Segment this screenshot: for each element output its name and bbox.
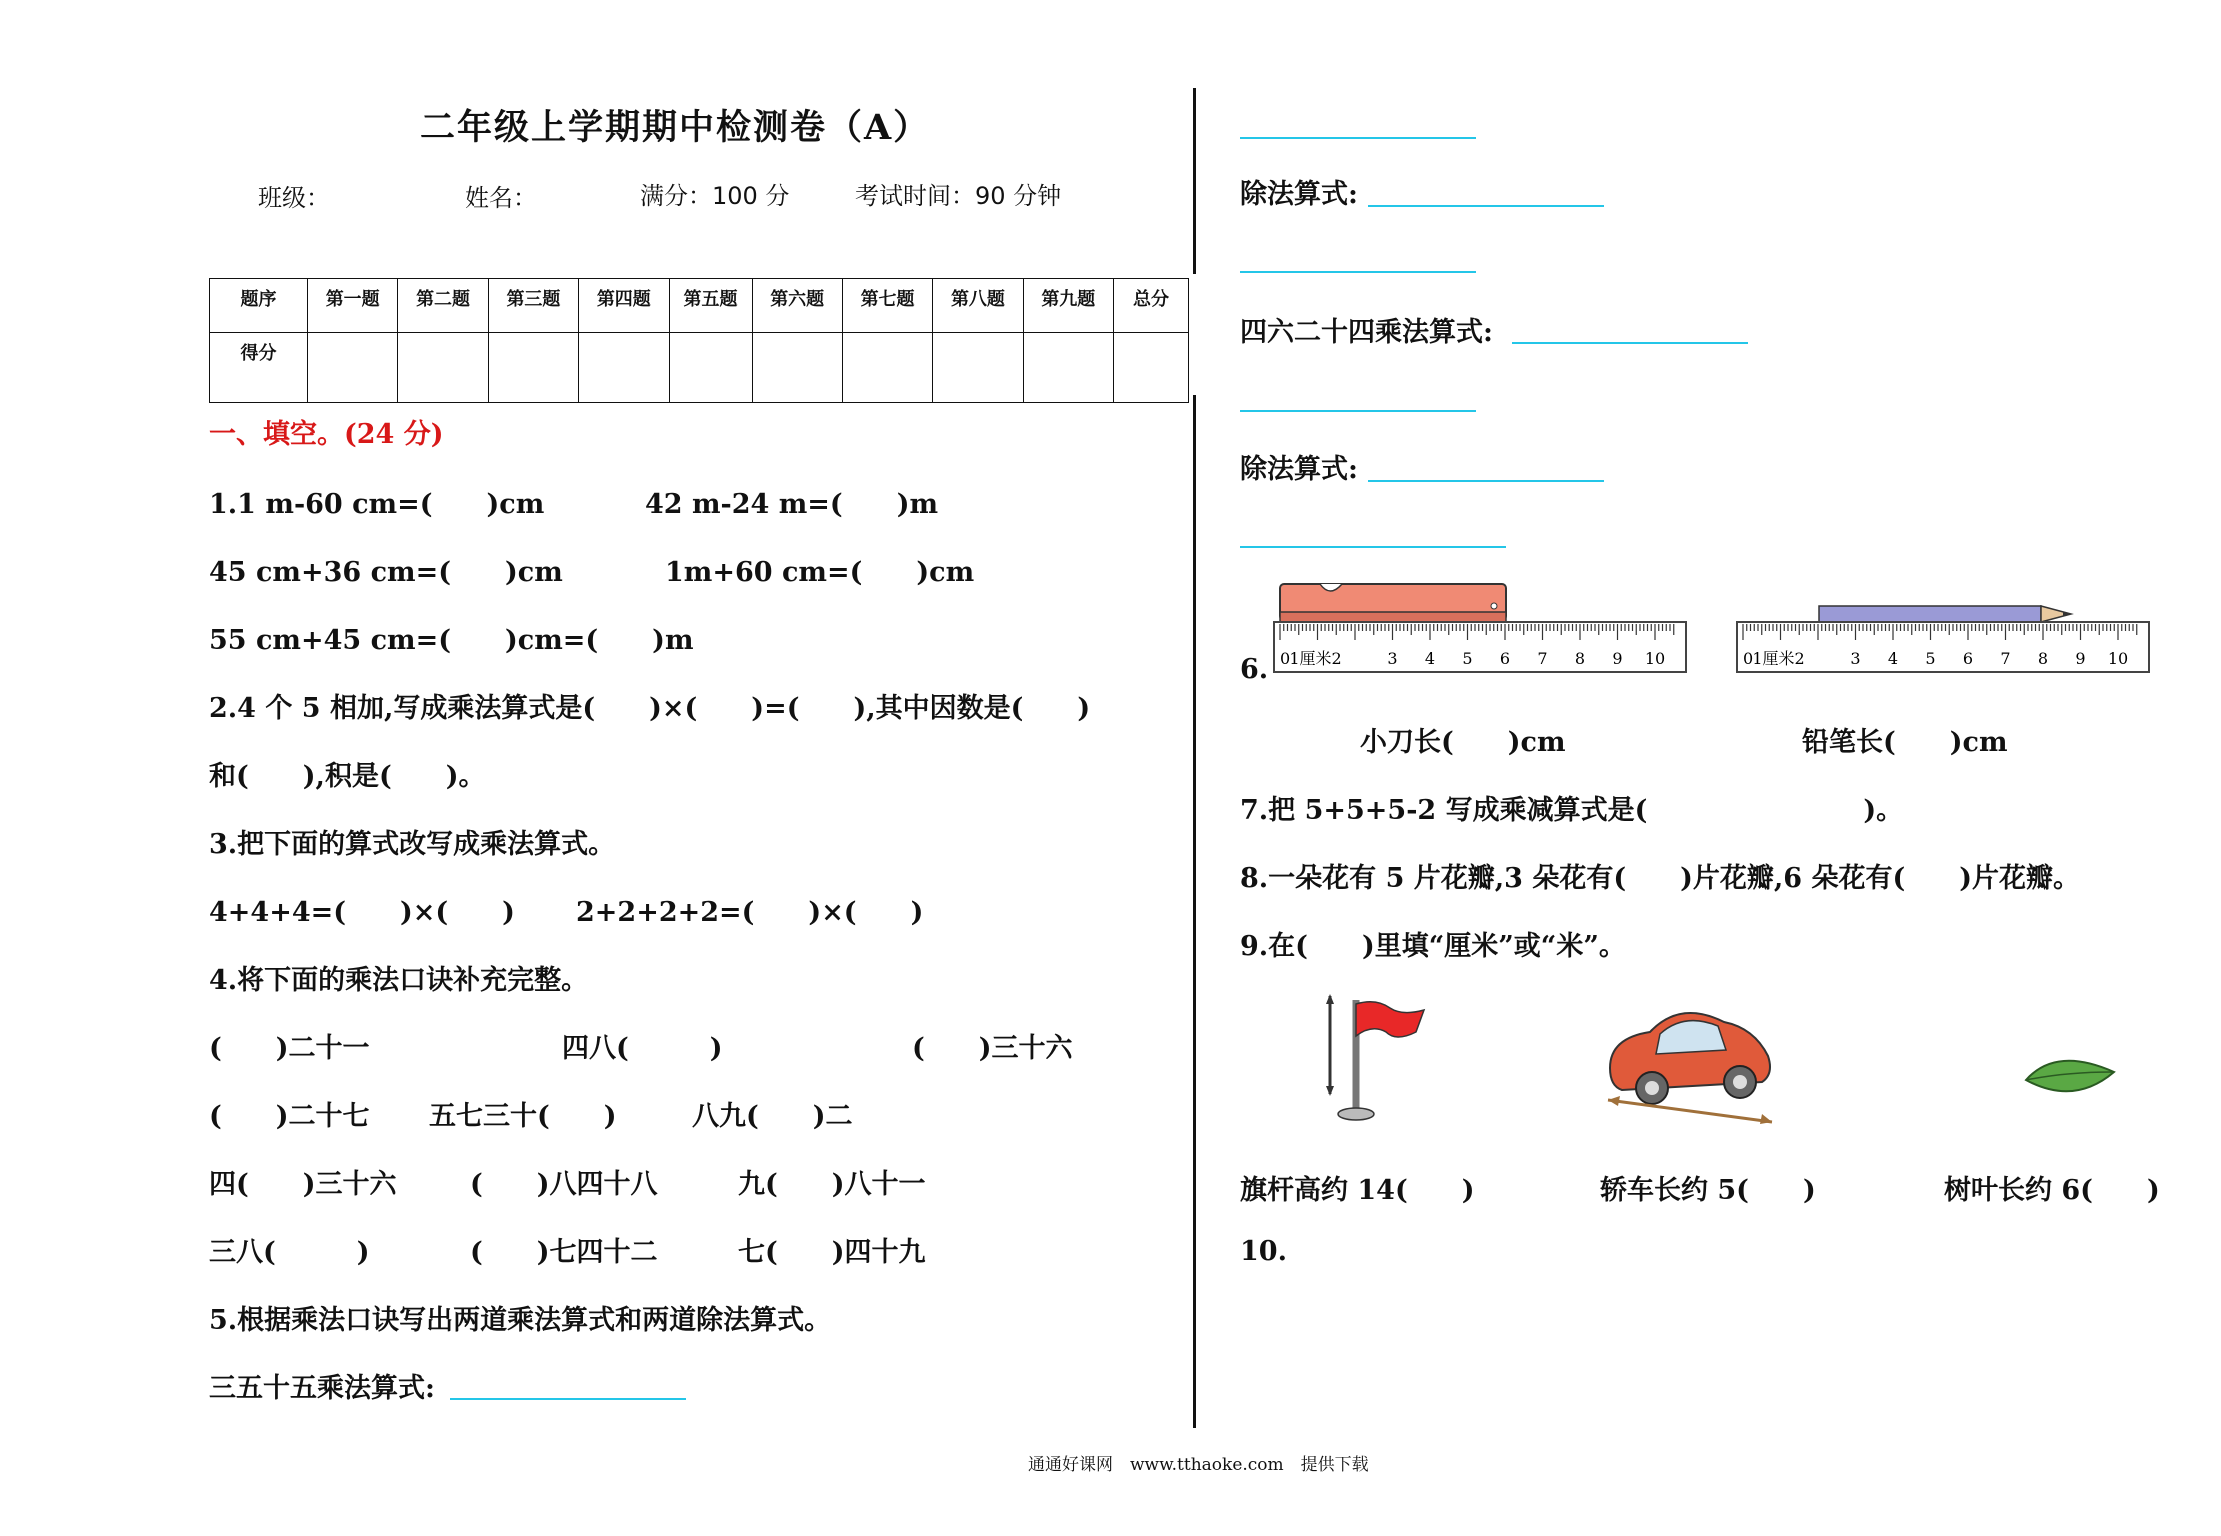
rhyme-item: 四( )三十六 bbox=[209, 1169, 397, 1200]
rhyme-item: 五七三十( ) bbox=[429, 1101, 617, 1132]
car-icon bbox=[1600, 996, 1790, 1126]
column-divider bbox=[1193, 395, 1196, 1428]
question-5: 5.根据乘法口诀写出两道乘法算式和两道除法算式。 bbox=[209, 1305, 832, 1336]
section-heading: 一、填空。(24 分) bbox=[209, 419, 444, 450]
rhyme-item: 七( )四十九 bbox=[738, 1237, 926, 1268]
answer-line[interactable] bbox=[450, 1398, 686, 1400]
class-label: 班级： bbox=[258, 184, 330, 212]
question-1e: 55 cm+45 cm=( )cm=( )m bbox=[209, 625, 694, 656]
ruler-label: 6 bbox=[1499, 649, 1511, 668]
question-1a: 1.1 m-60 cm=( )cm bbox=[209, 489, 545, 520]
score-cell[interactable] bbox=[933, 333, 1023, 403]
header-cell: 第六题 bbox=[752, 279, 842, 333]
score-cell[interactable] bbox=[752, 333, 842, 403]
ruler-label: 1厘米2 bbox=[1752, 649, 1805, 668]
header-cell: 第四题 bbox=[579, 279, 669, 333]
score-cell[interactable] bbox=[1023, 333, 1113, 403]
answer-line[interactable] bbox=[1512, 342, 1748, 344]
ruler-label: 3 bbox=[1850, 649, 1861, 668]
ruler-label: 10 bbox=[1644, 649, 1666, 668]
column-divider-top bbox=[1193, 88, 1196, 274]
question-3a: 4+4+4=( )×( ) bbox=[209, 897, 515, 928]
ruler-label: 5 bbox=[1925, 649, 1936, 668]
ruler-label: 1厘米2 bbox=[1289, 649, 1342, 668]
knife-ruler-figure bbox=[1272, 582, 1692, 682]
question-3: 3.把下面的算式改写成乘法算式。 bbox=[209, 829, 616, 860]
knife-length: 小刀长( )cm bbox=[1360, 727, 1566, 758]
leaf-icon bbox=[2018, 1048, 2118, 1108]
score-table bbox=[209, 278, 1189, 403]
question-4: 4.将下面的乘法口诀补充完整。 bbox=[209, 965, 589, 996]
page-title: 二年级上学期期中检测卷（A） bbox=[420, 107, 931, 148]
ruler-label: 3 bbox=[1387, 649, 1398, 668]
ruler-label: 8 bbox=[2037, 649, 2049, 668]
knife-icon bbox=[1280, 584, 1506, 622]
rhyme-item: ( )二十一 bbox=[209, 1033, 370, 1064]
header-cell: 第二题 bbox=[398, 279, 488, 333]
division-label: 除法算式: bbox=[1240, 454, 1358, 485]
car-length: 轿车长约 5( ) bbox=[1600, 1175, 1816, 1206]
rhyme-item: 三八( ) bbox=[209, 1237, 370, 1268]
score-cell[interactable] bbox=[579, 333, 669, 403]
answer-line[interactable] bbox=[1368, 205, 1604, 207]
score-cell[interactable] bbox=[842, 333, 932, 403]
question-2b: 和( ),积是( )。 bbox=[209, 761, 486, 792]
rhyme-item: ( )三十六 bbox=[912, 1033, 1073, 1064]
ruler-label: 0 bbox=[1743, 649, 1754, 668]
header-cell: 第三题 bbox=[488, 279, 578, 333]
leaf-length: 树叶长约 6( ) bbox=[1944, 1175, 2160, 1206]
header-cell: 第七题 bbox=[842, 279, 932, 333]
question-8: 8.一朵花有 5 片花瓣,3 朵花有( )片花瓣,6 朵花有( )片花瓣。 bbox=[1240, 863, 2081, 894]
answer-line[interactable] bbox=[1240, 410, 1476, 412]
header-cell: 第九题 bbox=[1023, 279, 1113, 333]
question-6: 6. bbox=[1240, 654, 1269, 685]
exam-time: 考试时间：90 分钟 bbox=[855, 182, 1062, 210]
header-cell: 总分 bbox=[1114, 279, 1189, 333]
ruler-label: 9 bbox=[2075, 649, 2086, 668]
header-cell: 第五题 bbox=[669, 279, 752, 333]
multiplication-label: 四六二十四乘法算式: bbox=[1240, 317, 1493, 348]
answer-line[interactable] bbox=[1240, 271, 1476, 273]
question-2a: 2.4 个 5 相加,写成乘法算式是( )×( )=( ),其中因数是( ) bbox=[209, 693, 1091, 724]
header-cell: 题序 bbox=[210, 279, 308, 333]
ruler-label: 7 bbox=[1537, 649, 1548, 668]
score-row-label: 得分 bbox=[210, 333, 308, 403]
flag-icon bbox=[1310, 990, 1430, 1130]
score-cell[interactable] bbox=[1114, 333, 1189, 403]
question-3b: 2+2+2+2=( )×( ) bbox=[576, 897, 924, 928]
rhyme-item: ( )八四十八 bbox=[470, 1169, 658, 1200]
header-cell: 第一题 bbox=[308, 279, 398, 333]
answer-line[interactable] bbox=[1240, 137, 1476, 139]
score-table-score-row bbox=[210, 333, 1189, 403]
pencil-icon bbox=[1819, 606, 2071, 622]
score-cell[interactable] bbox=[669, 333, 752, 403]
answer-line[interactable] bbox=[1240, 546, 1506, 548]
name-label: 姓名： bbox=[465, 184, 537, 212]
question-1d: 1m+60 cm=( )cm bbox=[665, 557, 975, 588]
ruler-label: 4 bbox=[1424, 649, 1436, 668]
ruler-label: 7 bbox=[2000, 649, 2011, 668]
ruler-label: 6 bbox=[1962, 649, 1974, 668]
rhyme-item: ( )二十七 bbox=[209, 1101, 370, 1132]
question-9: 9.在( )里填“厘米”或“米”。 bbox=[1240, 931, 1626, 962]
question-1c: 45 cm+36 cm=( )cm bbox=[209, 557, 563, 588]
question-7: 7.把 5+5+5-2 写成乘减算式是( )。 bbox=[1240, 795, 1904, 826]
question-10: 10. bbox=[1240, 1236, 1287, 1267]
pencil-ruler-figure bbox=[1735, 582, 2155, 682]
rhyme-item: 四八( ) bbox=[562, 1033, 723, 1064]
score-cell[interactable] bbox=[308, 333, 398, 403]
question-5a: 三五十五乘法算式: bbox=[209, 1373, 435, 1404]
ruler-label: 8 bbox=[1574, 649, 1586, 668]
footer-credit: 通通好课网 www.tthaoke.com 提供下载 bbox=[1028, 1455, 1369, 1475]
score-table-header-row bbox=[210, 279, 1189, 333]
score-cell[interactable] bbox=[488, 333, 578, 403]
ruler-label: 9 bbox=[1612, 649, 1623, 668]
pencil-length: 铅笔长( )cm bbox=[1802, 727, 2008, 758]
answer-line[interactable] bbox=[1368, 480, 1604, 482]
full-score: 满分：100 分 bbox=[640, 182, 790, 210]
ruler-label: 4 bbox=[1887, 649, 1899, 668]
flag-height: 旗杆高约 14( ) bbox=[1240, 1175, 1475, 1206]
rhyme-item: ( )七四十二 bbox=[470, 1237, 658, 1268]
ruler-label: 0 bbox=[1280, 649, 1291, 668]
header-cell: 第八题 bbox=[933, 279, 1023, 333]
score-cell[interactable] bbox=[398, 333, 488, 403]
ruler-label: 10 bbox=[2107, 649, 2129, 668]
question-1b: 42 m-24 m=( )m bbox=[645, 489, 939, 520]
division-label: 除法算式: bbox=[1240, 179, 1358, 210]
ruler-label: 5 bbox=[1462, 649, 1473, 668]
rhyme-item: 九( )八十一 bbox=[738, 1169, 926, 1200]
rhyme-item: 八九( )二 bbox=[692, 1101, 853, 1132]
